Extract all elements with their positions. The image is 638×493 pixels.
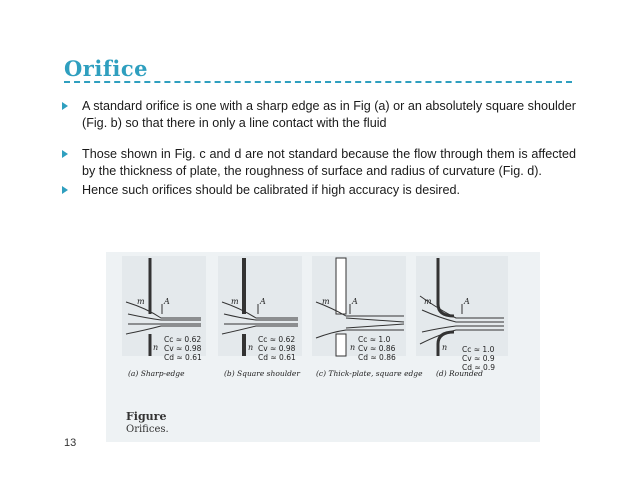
coeff-cv: Cv ≈ 0.9 [462,354,495,363]
coeff-cc: Cc ≈ 0.62 [258,335,296,344]
bullet-text: Those shown in Fig. c and d are not standard because the flow through them is affected by the thickness of plate, the roughness of surface and radius of curvature (Fig. d). [82,147,576,178]
bullet-item [62,98,576,132]
figure-subtitle: Orifices. [126,424,169,435]
caption-a: (a) Sharp-edge [128,369,185,378]
bullet-list [62,98,576,199]
orifice-diagrams [106,252,540,442]
coeff-cc: Cc ≈ 1.0 [358,335,391,344]
coeff-cv: Cv ≈ 0.86 [358,344,396,353]
bullet-arrow-icon [62,150,68,158]
coeff-cc: Cc ≈ 0.62 [164,335,202,344]
coeff-cd: Cd ≈ 0.61 [164,353,202,362]
label-m: m [231,297,239,306]
orifice-figure [106,252,540,442]
bullet-arrow-icon [62,186,68,194]
label-n: n [442,343,448,352]
caption-b: (b) Square shoulder [224,369,300,378]
label-m: m [137,297,145,306]
coeff-cd: Cd ≈ 0.86 [358,353,396,362]
label-n: n [153,343,159,352]
label-m: m [322,297,330,306]
coeff-cd: Cd ≈ 0.61 [258,353,296,362]
label-n: n [350,343,356,352]
bullet-item [62,182,576,199]
bullet-text: Hence such orifices should be calibrated if high accuracy is desired. [82,183,461,197]
panel-d-drawing [416,256,508,356]
label-a: A [352,297,358,306]
coeff-cv: Cv ≈ 0.98 [164,344,202,353]
bullet-text: A standard orifice is one with a sharp edge as in Fig (a) or an absolutely square shoulder (Fig. b) so that there in only a line contact with the fluid [82,99,576,130]
coeff-cc: Cc ≈ 1.0 [462,345,495,354]
caption-c: (c) Thick-plate, square edge [316,369,423,378]
label-a: A [260,297,266,306]
caption-d: (d) Rounded [436,369,483,378]
bullet-item [62,146,576,180]
figure-title: Figure [126,410,167,423]
label-m: m [424,297,432,306]
page-number: 13 [64,437,77,449]
label-a: A [164,297,170,306]
label-n: n [248,343,254,352]
coeff-cv: Cv ≈ 0.98 [258,344,296,353]
title-divider [64,81,572,83]
coeff-cd: Cd ≈ 0.9 [462,363,495,372]
bullet-arrow-icon [62,102,68,110]
label-a: A [464,297,470,306]
slide-title: Orifice [64,56,148,81]
